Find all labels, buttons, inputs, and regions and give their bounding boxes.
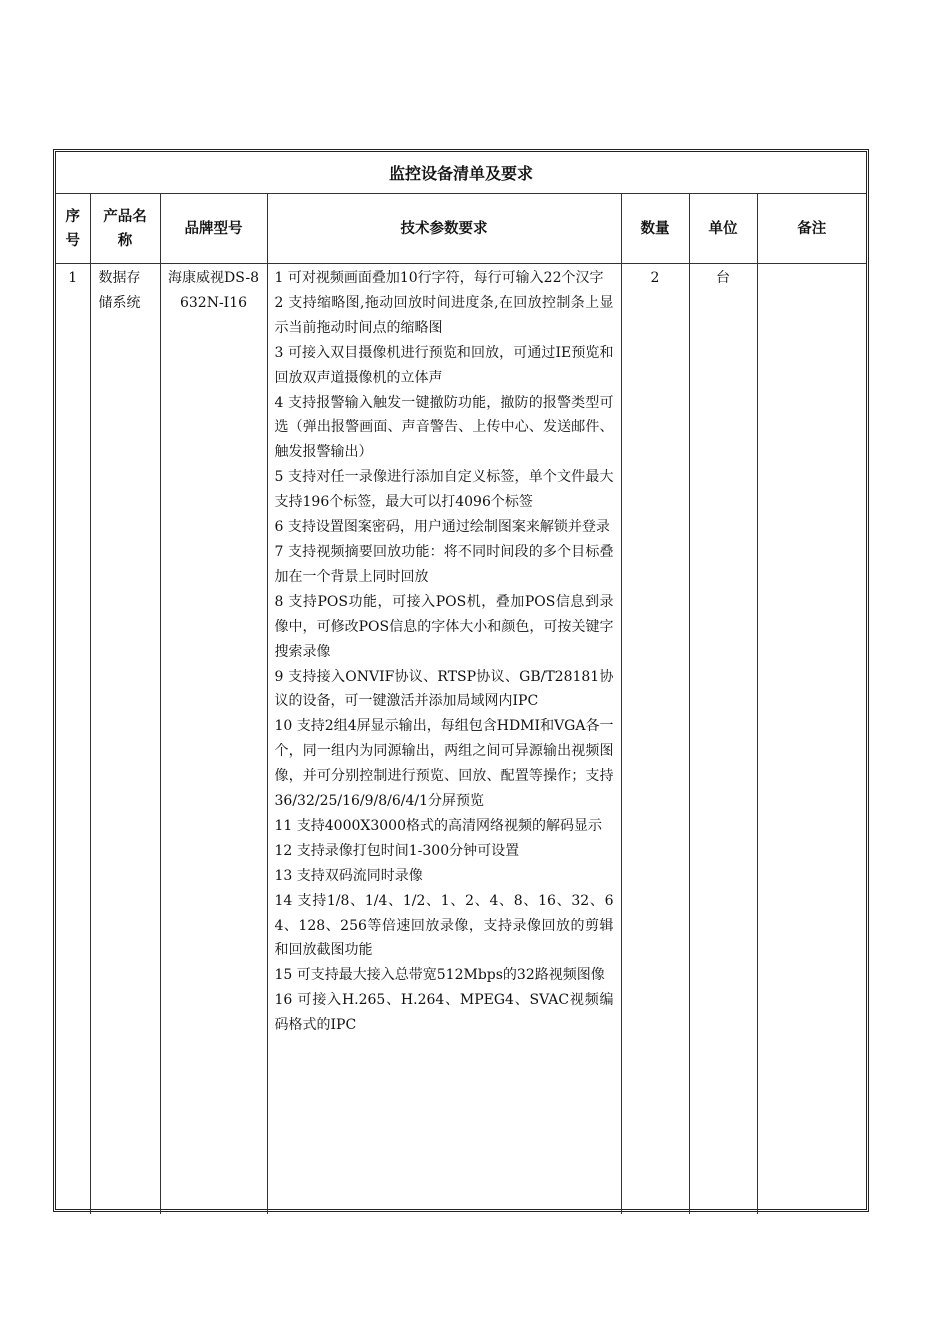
header-remark: 备注	[757, 194, 866, 264]
header-product: 产品名称	[90, 194, 160, 264]
spec-item: 13 支持双码流同时录像	[274, 867, 423, 884]
spec-item: 11 支持4000X3000格式的高清网络视频的解码显示	[274, 817, 602, 834]
header-index: 序号	[56, 194, 90, 264]
spec-item: 6 支持设置图案密码，用户通过绘制图案来解锁并登录	[274, 519, 610, 536]
spec-item: 15 可支持最大接入总带宽512Mbps的32路视频图像	[274, 967, 605, 984]
table-row	[56, 264, 866, 1214]
cell-qty: 2	[621, 264, 689, 1214]
spec-item: 12 支持录像打包时间1-300分钟可设置	[274, 842, 520, 859]
spec-item: 8 支持POS功能，可接入POS机，叠加POS信息到录像中，可修改POS信息的字体大小和颜色，可按关键字搜索录像	[274, 593, 614, 660]
spec-item: 5 支持对任一录像进行添加自定义标签，单个文件最大支持196个标签，最大可以打4096个标签	[274, 469, 614, 511]
spec-item: 10 支持2组4屏显示输出，每组包含HDMI和VGA各一个，同一组内为同源输出，两组之间可异源输出视频图像，并可分别控制进行预览、回放、配置等操作；支持36/32/25/16/9/8/6/4/1分屏预览	[274, 718, 614, 810]
cell-brand-model: 海康威视DS-8632N-I16	[160, 264, 267, 1214]
equipment-list-table-frame	[53, 149, 869, 1212]
cell-product: 数据存储系统	[90, 264, 160, 1214]
spec-item: 16 可接入H.265、H.264、MPEG4、SVAC视频编码格式的IPC	[274, 992, 614, 1034]
header-row	[56, 194, 866, 264]
cell-spec	[267, 264, 621, 1214]
spec-item: 7 支持视频摘要回放功能：将不同时间段的多个目标叠加在一个背景上同时回放	[274, 543, 614, 585]
table-title: 监控设备清单及要求	[56, 152, 866, 194]
cell-index: 1	[56, 264, 90, 1214]
header-spec: 技术参数要求	[267, 194, 621, 264]
spec-item: 14 支持1/8、1/4、1/2、1、2、4、8、16、32、64、128、256等倍速回放录像，支持录像回放的剪辑和回放截图功能	[274, 892, 614, 959]
spec-item: 4 支持报警输入触发一键撤防功能，撤防的报警类型可选（弹出报警画面、声音警告、上传中心、发送邮件、触发报警输出）	[274, 394, 614, 461]
spec-item: 3 可接入双目摄像机进行预览和回放，可通过IE预览和回放双声道摄像机的立体声	[274, 344, 614, 386]
spec-item: 1 可对视频画面叠加10行字符，每行可输入22个汉字	[274, 270, 604, 286]
cell-remark	[757, 264, 866, 1214]
spec-item: 2 支持缩略图,拖动回放时间进度条,在回放控制条上显示当前拖动时间点的缩略图	[274, 294, 614, 336]
header-unit: 单位	[689, 194, 757, 264]
spec-item: 9 支持接入ONVIF协议、RTSP协议、GB/T28181协议的设备，可一键激活并添加局域网内IPC	[274, 668, 614, 710]
cell-unit: 台	[689, 264, 757, 1214]
header-qty: 数量	[621, 194, 689, 264]
header-brand-model: 品牌型号	[160, 194, 267, 264]
equipment-list-table	[56, 152, 866, 1214]
